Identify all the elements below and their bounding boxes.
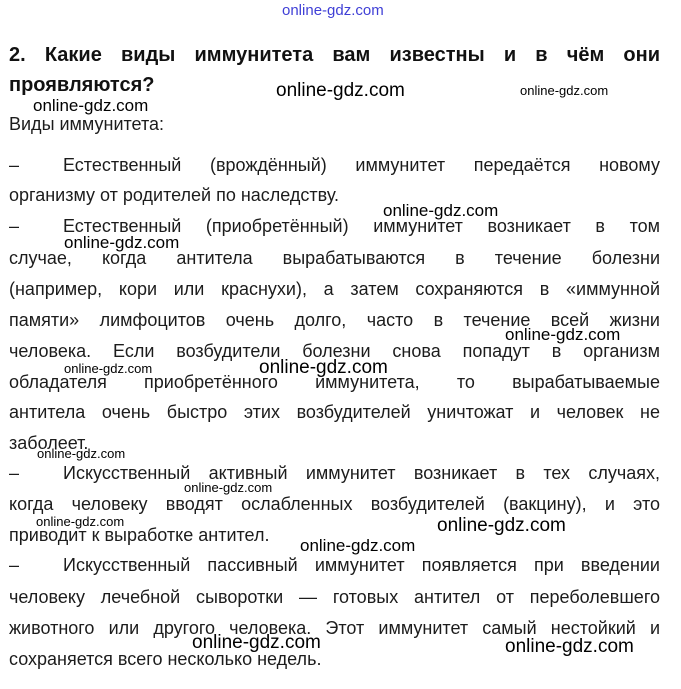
list-item xyxy=(9,154,660,176)
list-item-line: человеку лечебной сыворотки — готовых антител от переболевшего xyxy=(9,587,660,607)
watermark: online-gdz.com xyxy=(33,96,149,115)
watermark: online-gdz.com xyxy=(64,233,180,252)
list-dash: – xyxy=(9,555,20,575)
watermark: online-gdz.com xyxy=(437,515,566,536)
list-item-line: случае, когда антитела вырабатываются в течение болезни xyxy=(9,248,660,268)
watermark: online-gdz.com xyxy=(383,201,499,220)
watermark: online-gdz.com xyxy=(505,325,621,344)
list-item-line: обладателя приобретённого иммунитета, то вырабатываемые xyxy=(9,372,660,392)
list-item-first-line: Естественный (приобретённый) иммунитет возникает в том xyxy=(63,216,660,236)
header-watermark: online-gdz.com xyxy=(282,2,384,19)
watermark: online-gdz.com xyxy=(184,480,273,495)
list-item-first-line: Искусственный пассивный иммунитет появляется при введении xyxy=(63,555,660,575)
list-dash: – xyxy=(9,463,20,483)
watermark: online-gdz.com xyxy=(192,632,321,653)
list-item-line: (например, кори или краснухи), а затем сохраняются в «иммунной xyxy=(9,279,660,299)
watermark: online-gdz.com xyxy=(300,536,416,555)
watermark: online-gdz.com xyxy=(37,446,126,461)
watermark: online-gdz.com xyxy=(64,361,153,376)
list-item-first-line: Естественный (врождённый) иммунитет передаётся новому xyxy=(63,155,660,175)
list-dash: – xyxy=(9,155,20,175)
list-dash: – xyxy=(9,216,20,236)
watermark: online-gdz.com xyxy=(505,636,634,657)
list-item-first-line: Искусственный активный иммунитет возникает в тех случаях, xyxy=(63,463,660,483)
question-line-1: 2. Какие виды иммунитета вам известны и в чём они xyxy=(9,44,660,66)
question-line-2: проявляются? xyxy=(9,74,155,96)
list-item-line: заболеет. xyxy=(9,433,89,453)
list-item xyxy=(9,554,660,576)
list-item-line: памяти» лимфоцитов очень долго, часто в течение всей жизни xyxy=(9,310,660,330)
list-item-line: антитела очень быстро этих возбудителей уничтожат и человек не xyxy=(9,402,660,422)
watermark: online-gdz.com xyxy=(520,83,609,98)
list-item-line: животного или другого человека. Этот иммунитет самый нестойкий и xyxy=(9,618,660,638)
list-item xyxy=(9,462,660,484)
list-item-line: человека. Если возбудители болезни снова попадут в организм xyxy=(9,341,660,361)
list-item-line: организму от родителей по наследству. xyxy=(9,185,340,205)
list-item-line: сохраняется всего несколько недель. xyxy=(9,649,322,669)
watermark: online-gdz.com xyxy=(276,80,405,101)
watermark: online-gdz.com xyxy=(259,357,388,378)
list-item-line: приводит к выработке антител. xyxy=(9,525,270,545)
watermark: online-gdz.com xyxy=(36,514,125,529)
answer-intro: Виды иммунитета: xyxy=(9,114,165,134)
list-item-line: когда человеку вводят ослабленных возбудителей (вакцину), и это xyxy=(9,494,660,514)
